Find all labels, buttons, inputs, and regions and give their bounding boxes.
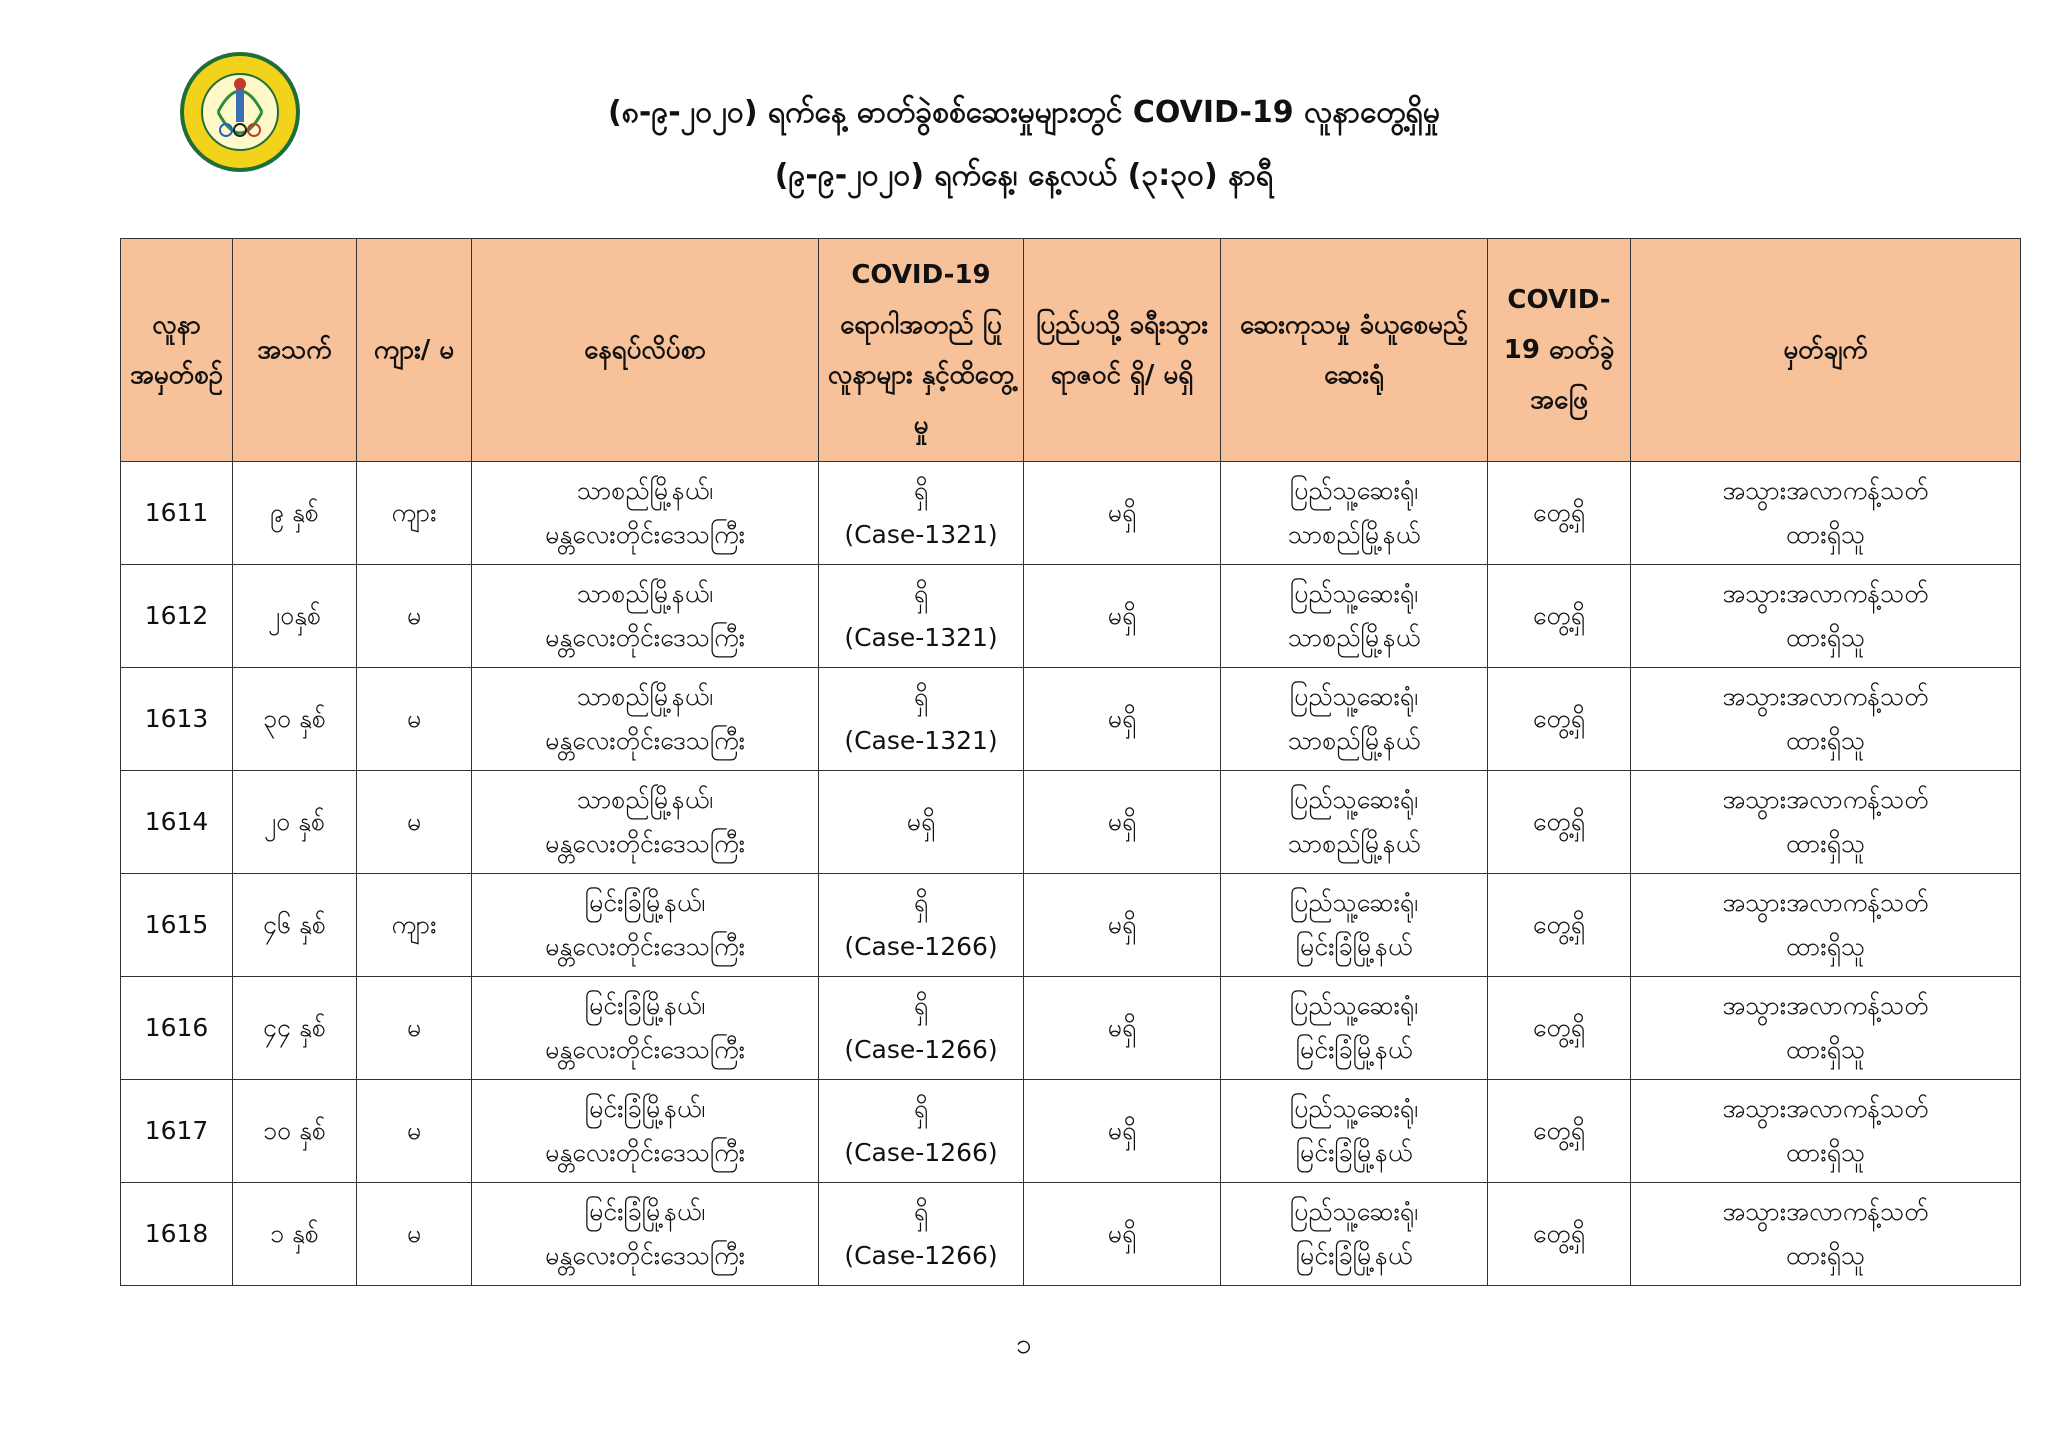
cell-text: ၄၄ နှစ် (262, 1013, 327, 1042)
cell-text: အသွားအလာကန့်သတ် (1722, 991, 1929, 1020)
cell-text: မ (406, 1013, 422, 1042)
cell-text: 1617 (144, 1116, 209, 1145)
cell-contact (819, 1183, 1024, 1286)
cell-text: ၁၀ နှစ် (262, 1116, 327, 1145)
cell-sex (357, 668, 472, 771)
cell-text: မြင်းခြံမြို့နယ်၊ (584, 991, 706, 1020)
cell-text: တွေ့ရှိ (1532, 1219, 1586, 1248)
cell-text: မရှိ (1107, 704, 1137, 733)
cell-text: သာစည်မြို့နယ် (1287, 726, 1421, 755)
cell-text: မန္တလေးတိုင်းဒေသကြီး (545, 829, 745, 858)
cell-text: မ (406, 1219, 422, 1248)
header-hospital: ဆေးကုသမှု ခံယူစေမည့် ဆေးရုံ (1221, 239, 1488, 462)
header-age: အသက် (233, 239, 357, 462)
cell-text: ရှိ (913, 579, 929, 608)
cell-case-number (121, 977, 233, 1080)
cell-text: ပြည်သူ့ဆေးရုံ၊ (1289, 579, 1419, 608)
cell-result (1488, 771, 1631, 874)
cell-text: 1615 (144, 910, 209, 939)
cell-sex (357, 771, 472, 874)
table-row (121, 565, 2021, 668)
table-row (121, 874, 2021, 977)
cell-travel (1024, 462, 1221, 565)
cell-age (233, 462, 357, 565)
cell-text: 1612 (144, 601, 209, 630)
cell-text: ရှိ (913, 1094, 929, 1123)
cell-text: ထားရှိသူ (1785, 520, 1866, 549)
cell-address (472, 1183, 819, 1286)
cell-age (233, 874, 357, 977)
cell-text: (Case-1266) (844, 1241, 998, 1270)
cell-result (1488, 874, 1631, 977)
cell-text: (Case-1266) (844, 1035, 998, 1064)
cell-contact (819, 771, 1024, 874)
cell-case-number (121, 565, 233, 668)
cell-result (1488, 1183, 1631, 1286)
cell-text: (Case-1321) (844, 623, 998, 652)
header-result: COVID-19 ဓာတ်ခွဲ အဖြေ (1488, 239, 1631, 462)
report-title: (၈-၉-၂၀၂၀) ရက်နေ့ ဓာတ်ခွဲစစ်ဆေးမှုများတွင် COVID-19 လူနာတွေ့ရှိမှု (608, 95, 1440, 130)
header-remark: မှတ်ချက် (1631, 239, 2021, 462)
cell-contact (819, 1080, 1024, 1183)
cell-hospital (1221, 462, 1488, 565)
cell-address (472, 1080, 819, 1183)
cell-result (1488, 565, 1631, 668)
cell-travel (1024, 771, 1221, 874)
case-table (120, 238, 2021, 1286)
cell-text: 1613 (144, 704, 209, 733)
cell-text: ၄၆ နှစ် (262, 910, 327, 939)
cell-text: ရှိ (913, 476, 929, 505)
cell-contact (819, 565, 1024, 668)
cell-text: အသွားအလာကန့်သတ် (1722, 579, 1929, 608)
cell-text: အသွားအလာကန့်သတ် (1722, 476, 1929, 505)
cell-text: မ (406, 704, 422, 733)
cell-text: အသွားအလာကန့်သတ် (1722, 1094, 1929, 1123)
cell-text: အသွားအလာကန့်သတ် (1722, 785, 1929, 814)
cell-text: မြင်းခြံမြို့နယ် (1295, 1241, 1413, 1270)
cell-case-number (121, 1183, 233, 1286)
cell-text: မရှိ (1107, 910, 1137, 939)
cell-remark (1631, 1183, 2021, 1286)
cell-text: မရှိ (1107, 1013, 1137, 1042)
cell-text: တွေ့ရှိ (1532, 498, 1586, 527)
cell-text: မန္တလေးတိုင်းဒေသကြီး (545, 726, 745, 755)
cell-text: မန္တလေးတိုင်းဒေသကြီး (545, 520, 745, 549)
cell-case-number (121, 771, 233, 874)
cell-text: သာစည်မြို့နယ်၊ (576, 476, 714, 505)
cell-remark (1631, 874, 2021, 977)
cell-address (472, 874, 819, 977)
cell-text: 1618 (144, 1219, 209, 1248)
cell-text: အသွားအလာကန့်သတ် (1722, 888, 1929, 917)
cell-age (233, 977, 357, 1080)
cell-hospital (1221, 565, 1488, 668)
cell-address (472, 565, 819, 668)
cell-contact (819, 874, 1024, 977)
cell-age (233, 1080, 357, 1183)
cell-text: ၉ နှစ် (270, 498, 319, 527)
cell-text: ပြည်သူ့ဆေးရုံ၊ (1289, 991, 1419, 1020)
cell-text: မရှိ (1107, 1219, 1137, 1248)
cell-result (1488, 462, 1631, 565)
header-sex: ကျား/ မ (357, 239, 472, 462)
cell-text: ပြည်သူ့ဆေးရုံ၊ (1289, 1094, 1419, 1123)
cell-text: ၃၀ နှစ် (262, 704, 327, 733)
cell-text: 1611 (144, 498, 209, 527)
cell-text: ပြည်သူ့ဆေးရုံ၊ (1289, 682, 1419, 711)
cell-travel (1024, 668, 1221, 771)
cell-text: သာစည်မြို့နယ် (1287, 520, 1421, 549)
cell-remark (1631, 462, 2021, 565)
cell-text: အသွားအလာကန့်သတ် (1722, 682, 1929, 711)
cell-text: မြင်းခြံမြို့နယ်၊ (584, 1094, 706, 1123)
cell-remark (1631, 668, 2021, 771)
cell-travel (1024, 977, 1221, 1080)
cell-text: သာစည်မြို့နယ် (1287, 623, 1421, 652)
cell-text: မရှိ (1107, 601, 1137, 630)
cell-text: တွေ့ရှိ (1532, 1013, 1586, 1042)
report-subtitle: (၉-၉-၂၀၂၀) ရက်နေ့၊ နေ့လယ် (၃:၃၀) နာရီ (774, 158, 1274, 193)
cell-text: တွေ့ရှိ (1532, 601, 1586, 630)
cell-text: မ (406, 807, 422, 836)
table-header-row (121, 239, 2021, 462)
cell-text: သာစည်မြို့နယ်၊ (576, 785, 714, 814)
cell-remark (1631, 977, 2021, 1080)
cell-contact (819, 977, 1024, 1080)
cell-result (1488, 668, 1631, 771)
cell-text: မြင်းခြံမြို့နယ်၊ (584, 1197, 706, 1226)
cell-hospital (1221, 1080, 1488, 1183)
cell-text: ထားရှိသူ (1785, 932, 1866, 961)
cell-text: 1614 (144, 807, 209, 836)
cell-address (472, 462, 819, 565)
cell-hospital (1221, 1183, 1488, 1286)
cell-text: တွေ့ရှိ (1532, 910, 1586, 939)
cell-text: ထားရှိသူ (1785, 1035, 1866, 1064)
cell-text: ထားရှိသူ (1785, 623, 1866, 652)
cell-case-number (121, 462, 233, 565)
cell-text: တွေ့ရှိ (1532, 704, 1586, 733)
cell-hospital (1221, 771, 1488, 874)
cell-text: ရှိ (913, 991, 929, 1020)
cell-age (233, 771, 357, 874)
table-row (121, 977, 2021, 1080)
cell-text: မန္တလေးတိုင်းဒေသကြီး (545, 1138, 745, 1167)
cell-text: ပြည်သူ့ဆေးရုံ၊ (1289, 785, 1419, 814)
cell-text: တွေ့ရှိ (1532, 1116, 1586, 1145)
cell-remark (1631, 565, 2021, 668)
cell-address (472, 977, 819, 1080)
cell-text: မရှိ (906, 807, 936, 836)
cell-text: ပြည်သူ့ဆေးရုံ၊ (1289, 476, 1419, 505)
cell-text: (Case-1266) (844, 932, 998, 961)
table-row (121, 1080, 2021, 1183)
cell-travel (1024, 565, 1221, 668)
cell-sex (357, 977, 472, 1080)
cell-travel (1024, 1183, 1221, 1286)
cell-text: ထားရှိသူ (1785, 726, 1866, 755)
cell-text: ရှိ (913, 1197, 929, 1226)
cell-sex (357, 1183, 472, 1286)
cell-travel (1024, 874, 1221, 977)
cell-age (233, 565, 357, 668)
cell-age (233, 1183, 357, 1286)
table-row (121, 668, 2021, 771)
cell-address (472, 771, 819, 874)
cell-text: မရှိ (1107, 498, 1137, 527)
cell-result (1488, 977, 1631, 1080)
cell-text: မရှိ (1107, 1116, 1137, 1145)
cell-contact (819, 462, 1024, 565)
cell-text: သာစည်မြို့နယ်၊ (576, 579, 714, 608)
cell-text: ပြည်သူ့ဆေးရုံ၊ (1289, 1197, 1419, 1226)
page-number: ၁ (1016, 1327, 1032, 1360)
cell-text: မ (406, 1116, 422, 1145)
cell-sex (357, 874, 472, 977)
cell-sex (357, 565, 472, 668)
cell-text: ပြည်သူ့ဆေးရုံ၊ (1289, 888, 1419, 917)
cell-text: မြင်းခြံမြို့နယ် (1295, 932, 1413, 961)
cell-text: အသွားအလာကန့်သတ် (1722, 1197, 1929, 1226)
cell-hospital (1221, 668, 1488, 771)
cell-text: ရှိ (913, 682, 929, 711)
cell-address (472, 668, 819, 771)
cell-hospital (1221, 977, 1488, 1080)
cell-text: ထားရှိသူ (1785, 1241, 1866, 1270)
cell-text: သာစည်မြို့နယ်၊ (576, 682, 714, 711)
cell-text: မန္တလေးတိုင်းဒေသကြီး (545, 932, 745, 961)
cell-text: မ (406, 601, 422, 630)
header-address: နေရပ်လိပ်စာ (472, 239, 819, 462)
cell-hospital (1221, 874, 1488, 977)
header-travel: ပြည်ပသို့ ခရီးသွား ရာဇဝင် ရှိ/ မရှိ (1024, 239, 1221, 462)
cell-text: မြင်းခြံမြို့နယ် (1295, 1138, 1413, 1167)
cell-text: မန္တလေးတိုင်းဒေသကြီး (545, 1241, 745, 1270)
table-row (121, 462, 2021, 565)
cell-remark (1631, 1080, 2021, 1183)
cell-text: သာစည်မြို့နယ် (1287, 829, 1421, 858)
header-contact: COVID-19 ရောဂါအတည် ပြု လူနာများ နှင့်ထိတွေ့မှု (819, 239, 1024, 462)
cell-text: ၂၀နှစ် (267, 601, 322, 630)
cell-text: ၂၀ နှစ် (263, 807, 326, 836)
cell-text: မရှိ (1107, 807, 1137, 836)
table-row (121, 771, 2021, 874)
cell-text: ကျား (391, 910, 437, 939)
cell-text: (Case-1321) (844, 520, 998, 549)
cell-case-number (121, 1080, 233, 1183)
cell-text: (Case-1266) (844, 1138, 998, 1167)
cell-contact (819, 668, 1024, 771)
cell-age (233, 668, 357, 771)
cell-result (1488, 1080, 1631, 1183)
cell-sex (357, 462, 472, 565)
cell-text: မန္တလေးတိုင်းဒေသကြီး (545, 623, 745, 652)
cell-text: ရှိ (913, 888, 929, 917)
cell-text: မြင်းခြံမြို့နယ်၊ (584, 888, 706, 917)
cell-text: ၁ နှစ် (270, 1219, 319, 1248)
table-row (121, 1183, 2021, 1286)
cell-text: တွေ့ရှိ (1532, 807, 1586, 836)
cell-case-number (121, 668, 233, 771)
cell-text: ထားရှိသူ (1785, 829, 1866, 858)
cell-text: ကျား (391, 498, 437, 527)
header-case-number: လူနာ အမှတ်စဉ် (121, 239, 233, 462)
cell-text: (Case-1321) (844, 726, 998, 755)
cell-travel (1024, 1080, 1221, 1183)
cell-text: မန္တလေးတိုင်းဒေသကြီး (545, 1035, 745, 1064)
cell-case-number (121, 874, 233, 977)
cell-sex (357, 1080, 472, 1183)
cell-remark (1631, 771, 2021, 874)
cell-text: 1616 (144, 1013, 209, 1042)
cell-text: မြင်းခြံမြို့နယ် (1295, 1035, 1413, 1064)
cell-text: ထားရှိသူ (1785, 1138, 1866, 1167)
